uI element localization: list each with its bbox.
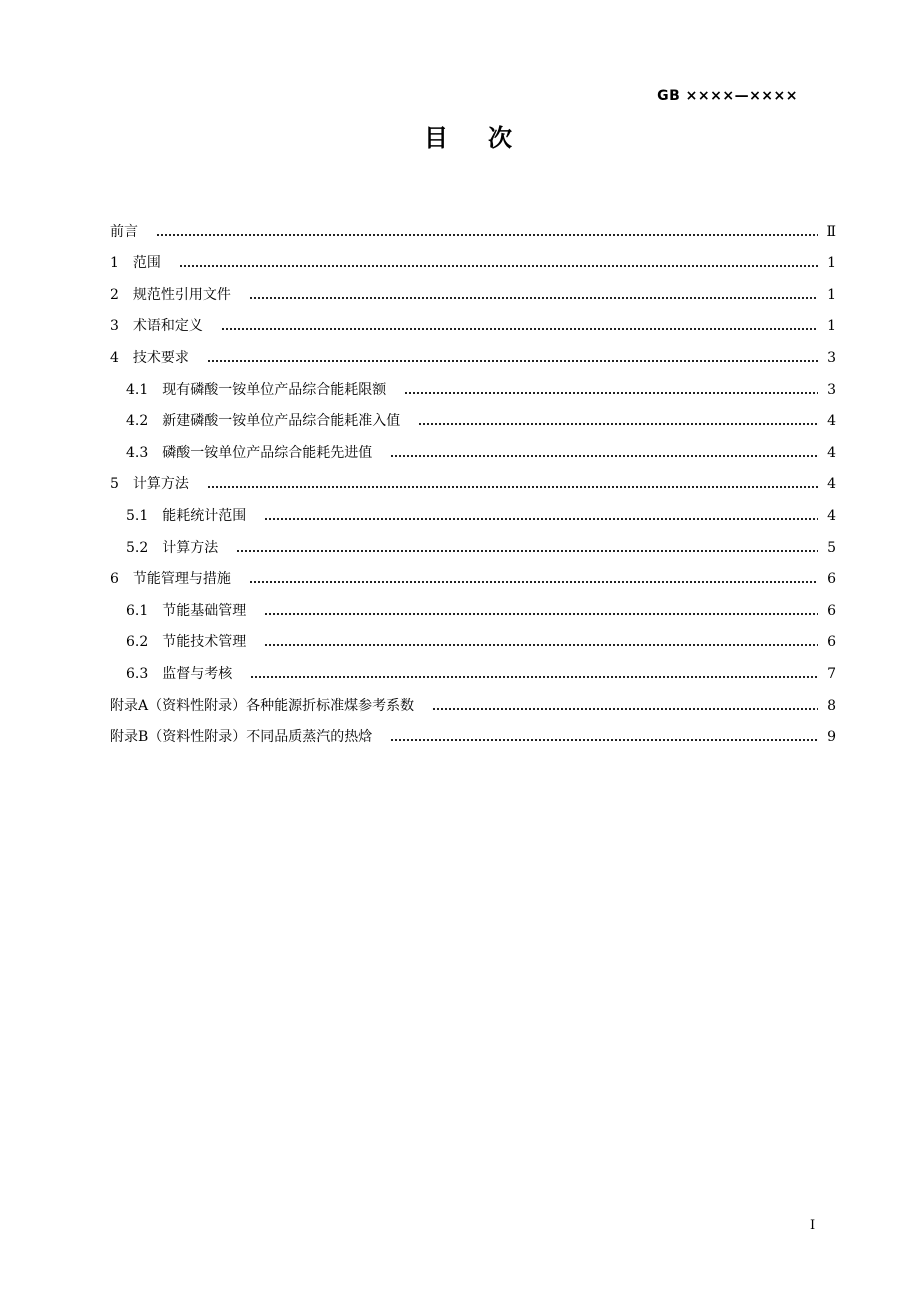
- toc-entry-page: Ⅱ: [826, 223, 836, 240]
- toc-entry-page: 6: [827, 634, 836, 651]
- toc-entry-number: 6.3: [126, 665, 149, 682]
- toc-dot-leader: [264, 602, 818, 620]
- toc-entry-label: 节能技术管理: [162, 634, 247, 651]
- toc-entry-number: 3: [110, 318, 119, 335]
- toc-entry-number: 附录B（资料性附录）: [110, 729, 247, 746]
- toc-entry-label: 范围: [132, 255, 161, 272]
- toc-entry[interactable]: [110, 241, 836, 273]
- toc-entry[interactable]: [110, 588, 836, 620]
- toc-entry-page: 6: [827, 571, 836, 588]
- toc-entry-page: 7: [827, 665, 836, 682]
- toc-entry-label: 技术要求: [132, 349, 189, 366]
- toc-entry[interactable]: [110, 683, 836, 715]
- toc-entry-label: 计算方法: [132, 476, 189, 493]
- toc-entry[interactable]: [110, 209, 836, 241]
- toc-entry-label: 规范性引用文件: [132, 286, 231, 303]
- toc-entry-number: 1: [110, 255, 119, 272]
- toc-entry[interactable]: [110, 304, 836, 336]
- toc-entry-label: 监督与考核: [162, 665, 233, 682]
- toc-entry[interactable]: [110, 557, 836, 589]
- toc-entry-page: 3: [827, 381, 836, 398]
- toc-entry-number: 4.3: [126, 444, 149, 461]
- toc-entry-page: 5: [827, 539, 836, 556]
- toc-entry-page: 4: [827, 507, 836, 524]
- toc-entry-number: 4.1: [126, 381, 149, 398]
- toc-entry-label: 术语和定义: [132, 318, 203, 335]
- toc-entry-number: 2: [110, 286, 119, 303]
- toc-entry[interactable]: [110, 493, 836, 525]
- toc-dot-leader: [390, 728, 818, 746]
- toc-entry-label: 各种能源折标准煤参考系数: [246, 697, 415, 714]
- toc-entry-number: 5.2: [126, 539, 149, 556]
- toc-entry-label: 节能管理与措施: [132, 571, 231, 588]
- page-title: 目次: [424, 124, 552, 152]
- toc-dot-leader: [207, 349, 818, 367]
- toc-entry-page: 3: [827, 349, 836, 366]
- toc-entry[interactable]: [110, 335, 836, 367]
- toc-entry-number: 5.1: [126, 507, 149, 524]
- toc-dot-leader: [250, 665, 818, 683]
- toc-entry-page: 4: [827, 413, 836, 430]
- toc-entry[interactable]: [110, 430, 836, 462]
- toc-dot-leader: [207, 475, 818, 493]
- toc-dot-leader: [236, 539, 818, 557]
- toc-entry-number: 附录A（资料性附录）: [110, 697, 247, 714]
- toc-entry-number: 4: [110, 349, 119, 366]
- toc-entry-page: 6: [827, 602, 836, 619]
- toc-dot-leader: [221, 317, 818, 335]
- document-code: GB ××××—××××: [657, 88, 798, 104]
- toc-entry-page: 9: [827, 729, 836, 746]
- toc-entry-label: 计算方法: [162, 539, 219, 556]
- toc-dot-leader: [156, 223, 818, 241]
- toc-entry[interactable]: [110, 620, 836, 652]
- toc-entry-number: 6: [110, 571, 119, 588]
- toc-entry-label: 节能基础管理: [162, 602, 247, 619]
- toc-entry[interactable]: [110, 715, 836, 747]
- toc-dot-leader: [432, 697, 818, 715]
- toc-entry-number: 6.1: [126, 602, 149, 619]
- toc-dot-leader: [179, 254, 818, 272]
- toc-entry[interactable]: [110, 272, 836, 304]
- toc-dot-leader: [390, 444, 818, 462]
- toc-entry[interactable]: [110, 367, 836, 399]
- toc-entry-number: 4.2: [126, 413, 149, 430]
- toc-dot-leader: [264, 507, 818, 525]
- toc-entry[interactable]: [110, 462, 836, 494]
- toc-entry-label: 能耗统计范围: [162, 507, 247, 524]
- toc-dot-leader: [264, 633, 818, 651]
- toc-entry[interactable]: [110, 399, 836, 431]
- toc-entry[interactable]: [110, 651, 836, 683]
- toc-dot-leader: [249, 286, 818, 304]
- toc-entry-label: 不同品质蒸汽的热焓: [246, 729, 373, 746]
- toc-entry-number: 5: [110, 476, 119, 493]
- toc-entry-label: 磷酸一铵单位产品综合能耗先进值: [162, 444, 373, 461]
- toc-entry-page: 8: [827, 697, 836, 714]
- toc-dot-leader: [249, 570, 818, 588]
- toc-entry[interactable]: [110, 525, 836, 557]
- toc-entry-page: 1: [827, 255, 836, 272]
- toc-entry-number: 6.2: [126, 634, 149, 651]
- toc-entry-label: 前言: [110, 223, 138, 240]
- toc-entry-page: 1: [827, 318, 836, 335]
- toc-entry-page: 4: [827, 444, 836, 461]
- toc-entry-page: 4: [827, 476, 836, 493]
- toc-entry-label: 现有磷酸一铵单位产品综合能耗限额: [162, 381, 387, 398]
- page-number: I: [810, 1218, 816, 1233]
- toc-dot-leader: [418, 412, 818, 430]
- toc-entry-page: 1: [827, 286, 836, 303]
- toc-dot-leader: [404, 381, 818, 399]
- table-of-contents: [110, 209, 836, 746]
- toc-entry-label: 新建磷酸一铵单位产品综合能耗准入值: [162, 413, 401, 430]
